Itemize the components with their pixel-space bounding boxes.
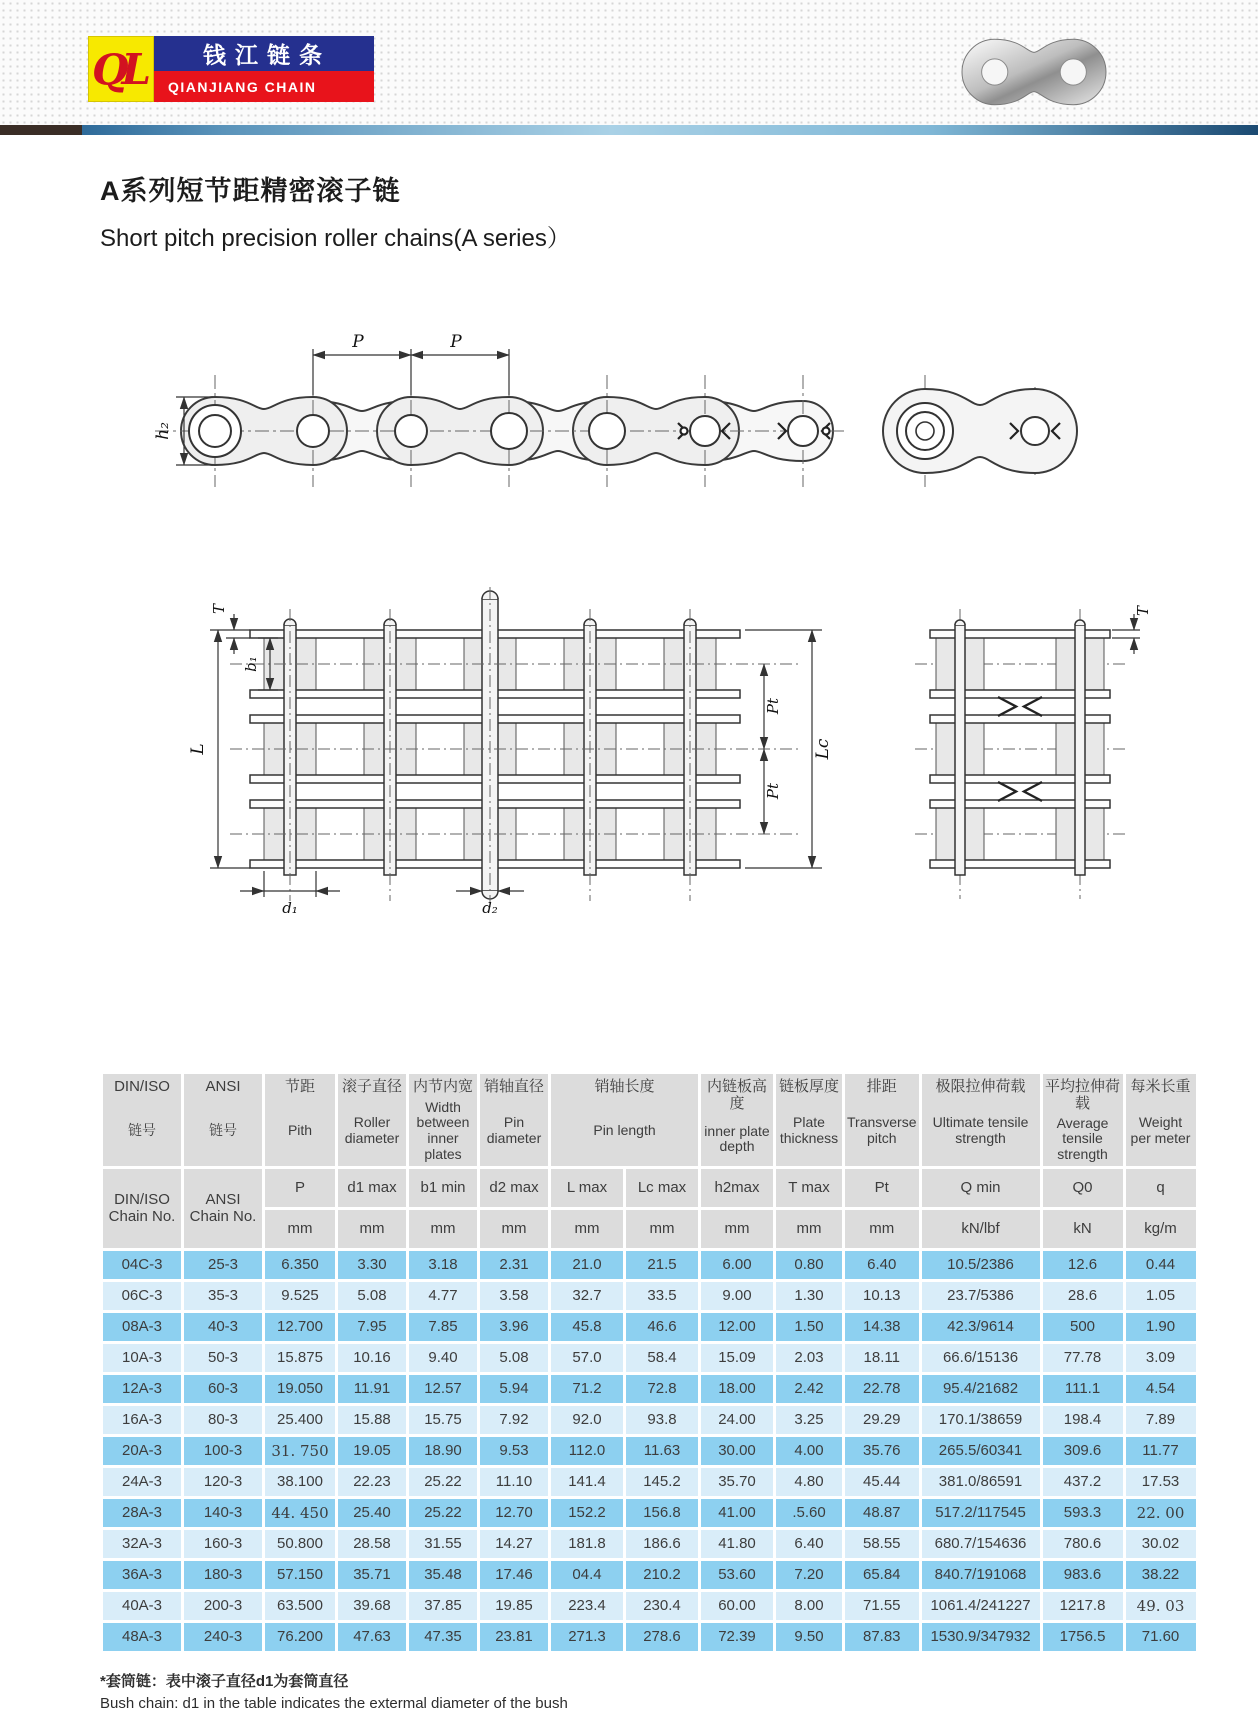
table-cell: 60-3 [184,1375,262,1403]
page-header [0,0,1258,125]
table-cell: 28.6 [1043,1282,1123,1310]
table-cell: 11.10 [480,1468,548,1496]
table-cell: 14.27 [480,1530,548,1558]
table-cell: 100-3 [184,1437,262,1465]
table-cell: 18.11 [845,1344,919,1372]
chain-cross-section-diagram [100,579,1160,919]
table-cell: 9.50 [776,1623,842,1651]
header-separator-band [0,125,1258,135]
table-cell: 10.5/2386 [922,1251,1040,1279]
table-cell: 9.53 [480,1437,548,1465]
table-cell: 49. 03 [1126,1592,1196,1620]
column-unit: kN/lbf [922,1210,1040,1248]
table-cell: 15.09 [701,1344,773,1372]
table-row [103,1282,1196,1310]
table-cell: 50.800 [265,1530,335,1558]
table-row [103,1530,1196,1558]
table-cell: 22.23 [338,1468,406,1496]
table-cell: 21.0 [551,1251,623,1279]
column-group-header: DIN/ISO 链号 [103,1074,181,1166]
table-cell: 309.6 [1043,1437,1123,1465]
table-cell: 111.1 [1043,1375,1123,1403]
table-cell: 4.54 [1126,1375,1196,1403]
table-cell: 3.25 [776,1406,842,1434]
table-cell: 72.8 [626,1375,698,1403]
footnote-cn: *套筒链：表中滚子直径d1为套筒直径 [100,1673,349,1690]
table-cell: 08A-3 [103,1313,181,1341]
table-cell: 8.00 [776,1592,842,1620]
footnote [100,1670,1258,1712]
table-cell: 40A-3 [103,1592,181,1620]
table-row [103,1313,1196,1341]
table-cell: 7.95 [338,1313,406,1341]
table-cell: 95.4/21682 [922,1375,1040,1403]
table-cell: 45.44 [845,1468,919,1496]
table-cell: 46.6 [626,1313,698,1341]
column-symbol: d2 max [480,1169,548,1207]
chain-end-view [883,389,1077,473]
table-cell: 35.76 [845,1437,919,1465]
column-unit: mm [776,1210,842,1248]
table-cell: 40-3 [184,1313,262,1341]
table-cell: 24A-3 [103,1468,181,1496]
brand-logo [88,36,374,102]
table-cell: 36A-3 [103,1561,181,1589]
table-cell: 9.00 [701,1282,773,1310]
table-cell: 140-3 [184,1499,262,1527]
column-symbol: d1 max [338,1169,406,1207]
table-cell: 30.02 [1126,1530,1196,1558]
table-cell: 200-3 [184,1592,262,1620]
table-cell: 1.05 [1126,1282,1196,1310]
column-group-header: 极限拉伸荷载 Ultimate tensile strength [922,1074,1040,1166]
table-cell: 112.0 [551,1437,623,1465]
table-cell: 181.8 [551,1530,623,1558]
column-symbol: T max [776,1169,842,1207]
table-cell: 77.78 [1043,1344,1123,1372]
table-cell: 1.90 [1126,1313,1196,1341]
table-cell: .5.60 [776,1499,842,1527]
table-cell: 517.2/117545 [922,1499,1040,1527]
column-group-header: 平均拉伸荷载 Average tensile strength [1043,1074,1123,1166]
table-cell: 19.85 [480,1592,548,1620]
column-group-header: 节距 Pith [265,1074,335,1166]
table-cell: 180-3 [184,1561,262,1589]
table-cell: 35.71 [338,1561,406,1589]
table-cell: 11.77 [1126,1437,1196,1465]
table-cell: 7.92 [480,1406,548,1434]
brand-monogram-text: QL [91,44,145,94]
brand-name-block [154,36,374,102]
table-cell: 2.31 [480,1251,548,1279]
spec-table-section [100,1071,1258,1654]
table-cell: 28.58 [338,1530,406,1558]
table-cell: 5.08 [338,1282,406,1310]
table-cell: 186.6 [626,1530,698,1558]
table-cell: 25.22 [409,1468,477,1496]
table-row [103,1623,1196,1651]
table-cell: 22.78 [845,1375,919,1403]
table-cell: 437.2 [1043,1468,1123,1496]
table-cell: 18.00 [701,1375,773,1403]
table-cell: 10.13 [845,1282,919,1310]
table-cell: 31.55 [409,1530,477,1558]
table-row [103,1499,1196,1527]
table-row [103,1592,1196,1620]
table-cell: 7.85 [409,1313,477,1341]
separator-blue-segment [82,125,1258,135]
table-cell: 0.80 [776,1251,842,1279]
connecting-link-view [930,605,1152,875]
dim-label-pitch-1: P [352,332,364,352]
table-cell: 50-3 [184,1344,262,1372]
table-cell: 45.8 [551,1313,623,1341]
table-cell: 500 [1043,1313,1123,1341]
table-row [103,1561,1196,1589]
pitch-dimension-lines [313,349,509,395]
table-cell: 1530.9/347932 [922,1623,1040,1651]
table-cell: 23.7/5386 [922,1282,1040,1310]
column-unit: kg/m [1126,1210,1196,1248]
table-cell: 23.81 [480,1623,548,1651]
dim-label-h2: h₂ [153,422,173,440]
table-cell: 76.200 [265,1623,335,1651]
column-group-header: 链板厚度 Plate thickness [776,1074,842,1166]
spec-table [100,1071,1199,1654]
table-cell: 240-3 [184,1623,262,1651]
table-cell: 12.700 [265,1313,335,1341]
table-cell: 230.4 [626,1592,698,1620]
table-cell: 37.85 [409,1592,477,1620]
table-cell: 72.39 [701,1623,773,1651]
table-cell: 12.00 [701,1313,773,1341]
table-cell: 21.5 [626,1251,698,1279]
footnote-en: Bush chain: d1 in the table indicates the extermal diameter of the bush [100,1695,568,1712]
T-dimension-left-lines [226,614,250,654]
column-unit: mm [701,1210,773,1248]
table-cell: 71.60 [1126,1623,1196,1651]
column-group-header: 排距 Transverse pitch [845,1074,919,1166]
table-cell: 48A-3 [103,1623,181,1651]
table-cell: 58.55 [845,1530,919,1558]
table-cell: 92.0 [551,1406,623,1434]
table-cell: 19.050 [265,1375,335,1403]
table-cell: 278.6 [626,1623,698,1651]
column-unit: kN [1043,1210,1123,1248]
column-unit: mm [409,1210,477,1248]
table-cell: 11.91 [338,1375,406,1403]
dim-label-b1: b₁ [242,656,260,672]
table-cell: 1756.5 [1043,1623,1123,1651]
table-row [103,1437,1196,1465]
column-group-header: 每米长重 Weight per meter [1126,1074,1196,1166]
column-symbol: Lc max [626,1169,698,1207]
table-cell: 6.350 [265,1251,335,1279]
table-cell: 25.40 [338,1499,406,1527]
table-cell: 1.30 [776,1282,842,1310]
table-cell: 5.94 [480,1375,548,1403]
dim-label-d1: d₁ [282,899,298,917]
table-cell: 31. 750 [265,1437,335,1465]
table-cell: 41.80 [701,1530,773,1558]
separator-brown-segment [0,125,82,135]
table-cell: 0.44 [1126,1251,1196,1279]
table-cell: 223.4 [551,1592,623,1620]
table-cell: 71.2 [551,1375,623,1403]
table-cell: 381.0/86591 [922,1468,1040,1496]
table-cell: 48.87 [845,1499,919,1527]
table-cell: 9.525 [265,1282,335,1310]
table-cell: 152.2 [551,1499,623,1527]
column-unit: mm [265,1210,335,1248]
table-cell: 198.4 [1043,1406,1123,1434]
table-cell: 3.58 [480,1282,548,1310]
table-cell: 6.40 [776,1530,842,1558]
table-cell: 4.77 [409,1282,477,1310]
table-cell: 3.09 [1126,1344,1196,1372]
table-cell: 840.7/191068 [922,1561,1040,1589]
brand-monogram [88,36,154,102]
table-cell: 120-3 [184,1468,262,1496]
column-group-header: 内节内宽 Width between inner plates [409,1074,477,1166]
table-cell: 15.875 [265,1344,335,1372]
table-cell: 14.38 [845,1313,919,1341]
column-unit: mm [480,1210,548,1248]
table-cell: 29.29 [845,1406,919,1434]
table-cell: 11.63 [626,1437,698,1465]
column-group-header: 销轴长度 Pin length [551,1074,698,1166]
column-group-header: 滚子直径 Roller diameter [338,1074,406,1166]
table-cell: 12.6 [1043,1251,1123,1279]
column-symbol: Q0 [1043,1169,1123,1207]
table-cell: 04C-3 [103,1251,181,1279]
table-cell: 15.75 [409,1406,477,1434]
table-cell: 1061.4/241227 [922,1592,1040,1620]
table-cell: 7.20 [776,1561,842,1589]
table-cell: 25.400 [265,1406,335,1434]
table-cell: 12A-3 [103,1375,181,1403]
table-row [103,1375,1196,1403]
dim-label-Lc: Lc [813,738,833,760]
table-cell: 47.63 [338,1623,406,1651]
table-cell: 2.03 [776,1344,842,1372]
dim-label-T-right: T [1134,605,1152,617]
table-cell: 10.16 [338,1344,406,1372]
table-cell: 57.150 [265,1561,335,1589]
column-symbol: Pt [845,1169,919,1207]
table-cell: 80-3 [184,1406,262,1434]
column-symbol: P [265,1169,335,1207]
table-row [103,1251,1196,1279]
technical-diagrams [100,309,1160,919]
column-group-header: ANSI 链号 [184,1074,262,1166]
T-dimension-right-lines [1112,614,1140,654]
table-cell: 4.00 [776,1437,842,1465]
column-unit: mm [338,1210,406,1248]
table-cell: 6.00 [701,1251,773,1279]
table-cell: 35.48 [409,1561,477,1589]
table-cell: 32A-3 [103,1530,181,1558]
table-cell: 20A-3 [103,1437,181,1465]
table-cell: 38.22 [1126,1561,1196,1589]
table-cell: 593.3 [1043,1499,1123,1527]
table-cell: 1.50 [776,1313,842,1341]
page-title-en: Short pitch precision roller chains(A series） [100,225,571,252]
table-cell: 160-3 [184,1530,262,1558]
table-cell: 271.3 [551,1623,623,1651]
table-cell: 3.96 [480,1313,548,1341]
table-cell: 04.4 [551,1561,623,1589]
table-cell: 1217.8 [1043,1592,1123,1620]
table-cell: 18.90 [409,1437,477,1465]
brand-name-en: QIANJIANG CHAIN [154,71,374,102]
column-symbol: q [1126,1169,1196,1207]
chain-plate-image [958,36,1110,108]
table-cell: 4.80 [776,1468,842,1496]
table-cell: 9.40 [409,1344,477,1372]
column-unit: mm [845,1210,919,1248]
dim-label-T-left: T [210,603,228,615]
table-cell: 19.05 [338,1437,406,1465]
dim-label-Pt-2: Pt [764,782,782,800]
table-cell: 28A-3 [103,1499,181,1527]
column-unit: mm [626,1210,698,1248]
table-cell: 87.83 [845,1623,919,1651]
dim-label-pitch-2: P [450,332,462,352]
table-cell: 210.2 [626,1561,698,1589]
table-cell: 57.0 [551,1344,623,1372]
table-cell: 12.57 [409,1375,477,1403]
column-symbol: L max [551,1169,623,1207]
table-cell: 17.46 [480,1561,548,1589]
table-cell: 170.1/38659 [922,1406,1040,1434]
table-cell: 33.5 [626,1282,698,1310]
table-cell: 16A-3 [103,1406,181,1434]
table-cell: 12.70 [480,1499,548,1527]
table-cell: 983.6 [1043,1561,1123,1589]
table-cell: 39.68 [338,1592,406,1620]
column-symbol: b1 min [409,1169,477,1207]
column-symbol: Q min [922,1169,1040,1207]
dim-label-Pt-1: Pt [764,697,782,715]
dim-label-L: L [188,743,208,755]
table-cell: 780.6 [1043,1530,1123,1558]
table-row [103,1344,1196,1372]
table-cell: 156.8 [626,1499,698,1527]
table-cell: 680.7/154636 [922,1530,1040,1558]
table-cell: 25-3 [184,1251,262,1279]
table-cell: 65.84 [845,1561,919,1589]
table-cell: 265.5/60341 [922,1437,1040,1465]
column-group-header: 销轴直径 Pin diameter [480,1074,548,1166]
table-cell: 15.88 [338,1406,406,1434]
table-cell: 71.55 [845,1592,919,1620]
table-cell: 66.6/15136 [922,1344,1040,1372]
table-cell: 06C-3 [103,1282,181,1310]
table-cell: 53.60 [701,1561,773,1589]
column-unit: mm [551,1210,623,1248]
brand-name-cn: 钱江链条 [154,36,374,71]
table-cell: 35-3 [184,1282,262,1310]
table-cell: 44. 450 [265,1499,335,1527]
table-cell: 3.18 [409,1251,477,1279]
page-title-cn: A系列短节距精密滚子链 [100,176,401,206]
table-cell: 60.00 [701,1592,773,1620]
table-cell: 41.00 [701,1499,773,1527]
table-cell: 32.7 [551,1282,623,1310]
column-symbol: h2max [701,1169,773,1207]
table-cell: 145.2 [626,1468,698,1496]
column-symbol: DIN/ISO Chain No. [103,1169,181,1248]
title-block [100,169,1258,253]
table-cell: 6.40 [845,1251,919,1279]
table-row [103,1468,1196,1496]
table-cell: 24.00 [701,1406,773,1434]
table-cell: 47.35 [409,1623,477,1651]
table-cell: 25.22 [409,1499,477,1527]
table-cell: 2.42 [776,1375,842,1403]
table-cell: 10A-3 [103,1344,181,1372]
column-symbol: ANSI Chain No. [184,1169,262,1248]
table-cell: 141.4 [551,1468,623,1496]
dim-label-d2: d₂ [482,899,498,917]
table-cell: 22. 00 [1126,1499,1196,1527]
table-cell: 5.08 [480,1344,548,1372]
table-cell: 35.70 [701,1468,773,1496]
table-cell: 3.30 [338,1251,406,1279]
table-cell: 42.3/9614 [922,1313,1040,1341]
table-cell: 93.8 [626,1406,698,1434]
table-row [103,1406,1196,1434]
table-cell: 30.00 [701,1437,773,1465]
chain-side-view-diagram [100,309,1160,539]
table-cell: 17.53 [1126,1468,1196,1496]
table-cell: 7.89 [1126,1406,1196,1434]
table-cell: 38.100 [265,1468,335,1496]
table-cell: 58.4 [626,1344,698,1372]
column-group-header: 内链板高度 inner plate depth [701,1074,773,1166]
table-cell: 63.500 [265,1592,335,1620]
